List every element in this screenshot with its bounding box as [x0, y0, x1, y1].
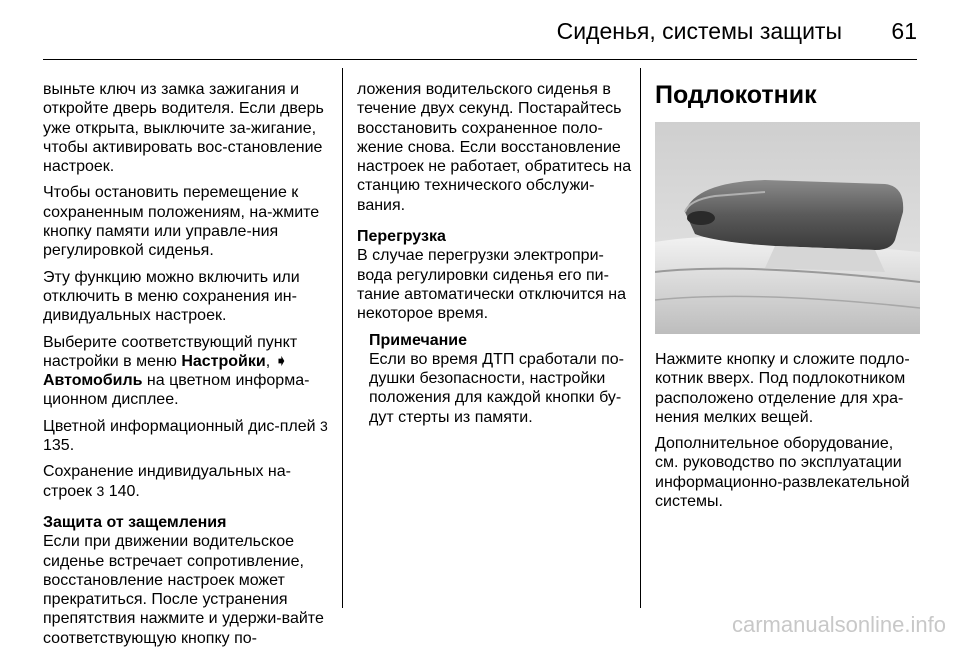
column-3 — [655, 80, 920, 518]
column-divider-1 — [342, 68, 343, 608]
column-1 — [43, 80, 328, 655]
paragraph — [43, 462, 328, 501]
text: , — [265, 352, 275, 370]
section-heading: Перегрузка — [357, 228, 446, 246]
text: Выберите соответствующий пункт настройки в меню — [43, 333, 298, 370]
paragraph: В случае перегрузки электропри-вода регулировки сиденья его пи-тание автоматически отключится на некоторое время. — [357, 247, 626, 323]
watermark: carmanualsonline.info — [731, 612, 946, 637]
paragraph: выньте ключ из замка зажигания и откройте дверь водителя. Если дверь уже открыта, выключите за-жигание, чтобы активировать вос-становление настроек. — [43, 81, 324, 176]
page-reference-icon: 3 — [320, 417, 328, 434]
arrow-right-icon: ➧ — [274, 352, 289, 370]
section-title: Подлокотник — [655, 81, 817, 109]
page-reference[interactable]: 140. — [104, 482, 140, 500]
paragraph: Чтобы остановить перемещение к сохраненным положениям, на-жмите кнопку памяти или управле-ния регулировкой сиденья. — [43, 184, 320, 260]
text: Сохранение индивидуальных на-строек — [43, 463, 291, 500]
page-reference-icon: 3 — [96, 482, 105, 499]
paragraph: ложения водительского сиденья в течение двух секунд. Постарайтесь восстановить сохраненное поло-жение снова. Если восстановление настроек не работает, обратитесь на станцию технического обслужи-вания. — [357, 81, 632, 214]
paragraph: Если при движении водительское сиденье встречает сопротивление, восстановление настроек может прекратиться. После устранения препятствия нажмите и удержи-вайте соответствующую кнопку по- — [43, 533, 324, 647]
note-box — [369, 331, 632, 427]
menu-vehicle-label: Автомобиль — [43, 372, 143, 390]
paragraph: Дополнительное оборудование, см. руководство по эксплуатации информационно-развлекательной системы. — [655, 435, 910, 511]
paragraph — [43, 417, 328, 456]
paragraph: Нажмите кнопку и сложите подло-котник вверх. Под подлокотником расположено отделение для хра-нения мелких вещей. — [655, 351, 910, 426]
paragraph: Эту функцию можно включить или отключить в меню сохранения ин-дивидуальных настроек. — [43, 268, 300, 325]
page-header — [0, 0, 960, 60]
note-text: Если во время ДТП сработали по-душки безопасности, настройки положения для каждой кнопки бу-дут стерты из памяти. — [369, 350, 624, 426]
page-title: Сиденья, системы защиты — [556, 18, 842, 44]
page-reference[interactable]: 135. — [43, 437, 75, 455]
text: на цветном информа-ционном дисплее. — [43, 372, 310, 409]
section-overload — [357, 227, 632, 323]
section-pinch-protection — [43, 513, 328, 648]
menu-settings-label: Настройки — [181, 352, 266, 370]
page-number: 61 — [891, 18, 917, 44]
text: Цветной информационный дис-плей — [43, 417, 321, 435]
armrest-image — [655, 122, 920, 334]
note-heading: Примечание — [369, 331, 468, 349]
column-divider-2 — [640, 68, 641, 608]
header-rule — [43, 59, 917, 60]
section-heading: Защита от защемления — [43, 513, 227, 531]
paragraph — [43, 333, 328, 410]
column-2 — [357, 80, 632, 434]
